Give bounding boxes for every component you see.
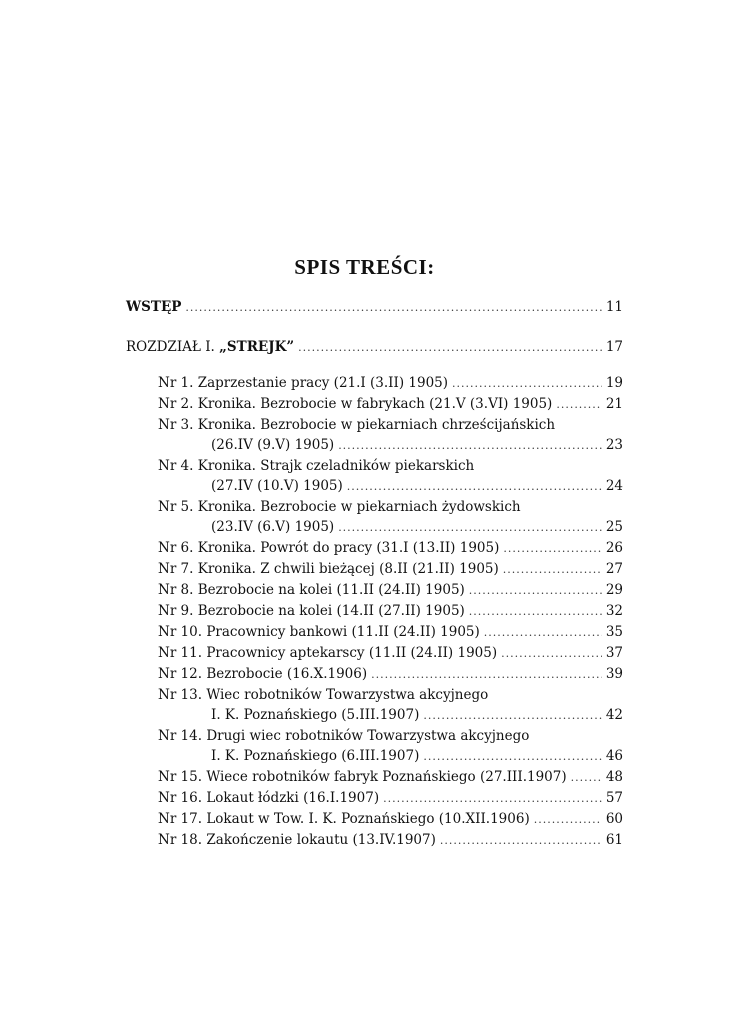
toc-entry	[126, 809, 623, 830]
dot-leader	[347, 477, 602, 497]
table-of-contents	[126, 297, 623, 851]
toc-page-number: 61	[605, 832, 623, 848]
toc-page-number: 21	[605, 396, 623, 412]
toc-section-wstep	[126, 297, 623, 317]
toc-entry-title: Nr 15. Wiece robotników fabryk Poznańskiego (27.III.1907)	[158, 769, 567, 785]
toc-entry	[126, 830, 623, 851]
toc-entry	[126, 580, 623, 601]
toc-page-number: 17	[605, 339, 623, 355]
dot-leader	[503, 560, 602, 580]
dot-leader	[571, 768, 602, 788]
toc-page-number: 37	[605, 645, 623, 661]
toc-entry-continuation	[158, 476, 623, 497]
toc-entry	[126, 726, 623, 767]
toc-entry-title: Nr 12. Bezrobocie (16.X.1906)	[158, 666, 368, 682]
toc-entry	[126, 601, 623, 622]
dot-leader	[371, 665, 602, 685]
toc-page-number: 46	[605, 748, 623, 764]
toc-entry-title: Nr 7. Kronika. Z chwili bieżącej (8.II (21.II) 1905)	[158, 561, 499, 577]
toc-entry-title: Nr 17. Lokaut w Tow. I. K. Poznańskiego (10.XII.1906)	[158, 811, 530, 827]
toc-entry-continuation	[158, 517, 623, 538]
page-title: SPIS TREŚCI:	[294, 255, 435, 279]
toc-entry-title: Nr 9. Bezrobocie na kolei (14.II (27.II) 1905)	[158, 603, 465, 619]
toc-entry-line	[158, 538, 623, 559]
toc-entry-date: (26.IV (9.V) 1905)	[211, 437, 335, 453]
toc-page-number: 24	[605, 478, 623, 494]
toc-entry-title: Nr 10. Pracownicy bankowi (11.II (24.II) 1905)	[158, 624, 480, 640]
toc-entry-date: I. K. Poznańskiego (6.III.1907)	[211, 748, 420, 764]
toc-entry	[126, 685, 623, 726]
toc-page-number: 48	[605, 769, 623, 785]
toc-entry-title: Nr 16. Lokaut łódzki (16.I.1907)	[158, 790, 380, 806]
dot-leader	[503, 539, 601, 559]
toc-entry-line	[158, 622, 623, 643]
toc-page-number: 29	[605, 582, 623, 598]
toc-entry	[126, 643, 623, 664]
toc-entry	[126, 538, 623, 559]
dot-leader	[298, 338, 602, 358]
toc-page-number: 42	[605, 707, 623, 723]
dot-leader	[423, 747, 601, 767]
toc-entry-line	[158, 601, 623, 622]
toc-entry	[126, 497, 623, 538]
toc-entry-title: Nr 6. Kronika. Powrót do pracy (31.I (13.II) 1905)	[158, 540, 500, 556]
toc-entry-title: Nr 1. Zaprzestanie pracy (21.I (3.II) 1905)	[158, 375, 449, 391]
toc-entry-line	[158, 559, 623, 580]
toc-entry	[126, 622, 623, 643]
toc-entry-line	[158, 788, 623, 809]
toc-entry-continuation	[158, 705, 623, 726]
dot-leader	[452, 374, 602, 394]
dot-leader	[501, 644, 602, 664]
toc-entry-line	[158, 809, 623, 830]
toc-entry	[126, 559, 623, 580]
toc-entry	[126, 373, 623, 394]
dot-leader	[469, 581, 602, 601]
toc-entry-line	[158, 394, 623, 415]
toc-entry-title: Nr 8. Bezrobocie na kolei (11.II (24.II) 1905)	[158, 582, 465, 598]
toc-page-number: 60	[605, 811, 623, 827]
toc-entry-continuation	[158, 746, 623, 767]
toc-page-number: 35	[605, 624, 623, 640]
toc-entry-continuation	[158, 435, 623, 456]
toc-entry-line	[158, 830, 623, 851]
dot-leader	[440, 831, 602, 851]
toc-page-number: 23	[605, 437, 623, 453]
toc-entry	[126, 415, 623, 456]
dot-leader	[338, 518, 602, 538]
toc-entry-title: Nr 14. Drugi wiec robotników Towarzystwa akcyjnego	[158, 728, 530, 744]
toc-page-number: 19	[605, 375, 623, 391]
toc-entry-title: Nr 5. Kronika. Bezrobocie w piekarniach żydowskich	[158, 499, 521, 515]
toc-section-label	[126, 337, 294, 357]
toc-page-number: 57	[605, 790, 623, 806]
dot-leader	[338, 436, 602, 456]
toc-entry-title: Nr 2. Kronika. Bezrobocie w fabrykach (21.V (3.VI) 1905)	[158, 396, 553, 412]
toc-page-number: 11	[605, 299, 623, 315]
toc-section-rozdzial-1	[126, 337, 623, 357]
toc-entry-line	[158, 767, 623, 788]
toc-entry-title: Nr 11. Pracownicy aptekarscy (11.II (24.II) 1905)	[158, 645, 498, 661]
toc-page-number: 39	[605, 666, 623, 682]
toc-page-number: 26	[605, 540, 623, 556]
toc-entry-title: Nr 3. Kronika. Bezrobocie w piekarniach chrześcijańskich	[158, 417, 556, 433]
toc-entry-title: Nr 4. Kronika. Strajk czeladników piekarskich	[158, 458, 475, 474]
toc-section-title: „STREJK”	[219, 339, 295, 355]
toc-entries	[126, 373, 623, 851]
toc-entry	[126, 788, 623, 809]
toc-entry	[126, 456, 623, 497]
dot-leader	[484, 623, 602, 643]
toc-entry	[126, 767, 623, 788]
toc-page-number: 25	[605, 519, 623, 535]
dot-leader	[534, 810, 602, 830]
toc-entry-date: (23.IV (6.V) 1905)	[211, 519, 335, 535]
toc-entry-line	[158, 373, 623, 394]
toc-page-number: 32	[605, 603, 623, 619]
toc-page-number: 27	[605, 561, 623, 577]
dot-leader	[469, 602, 602, 622]
dot-leader	[423, 706, 601, 726]
dot-leader	[185, 298, 601, 318]
toc-section-label: WSTĘP	[126, 299, 182, 315]
toc-entry-line	[158, 664, 623, 685]
toc-entry-title: Nr 18. Zakończenie lokautu (13.IV.1907)	[158, 832, 436, 848]
toc-entry	[126, 664, 623, 685]
toc-entry-title: Nr 13. Wiec robotników Towarzystwa akcyjnego	[158, 687, 489, 703]
toc-entry	[126, 394, 623, 415]
toc-entry-date: I. K. Poznańskiego (5.III.1907)	[211, 707, 420, 723]
dot-leader	[556, 395, 601, 415]
toc-section-prefix: ROZDZIAŁ I.	[126, 339, 220, 355]
toc-entry-line	[158, 643, 623, 664]
toc-entry-date: (27.IV (10.V) 1905)	[211, 478, 343, 494]
dot-leader	[383, 789, 602, 809]
toc-entry-line	[158, 580, 623, 601]
